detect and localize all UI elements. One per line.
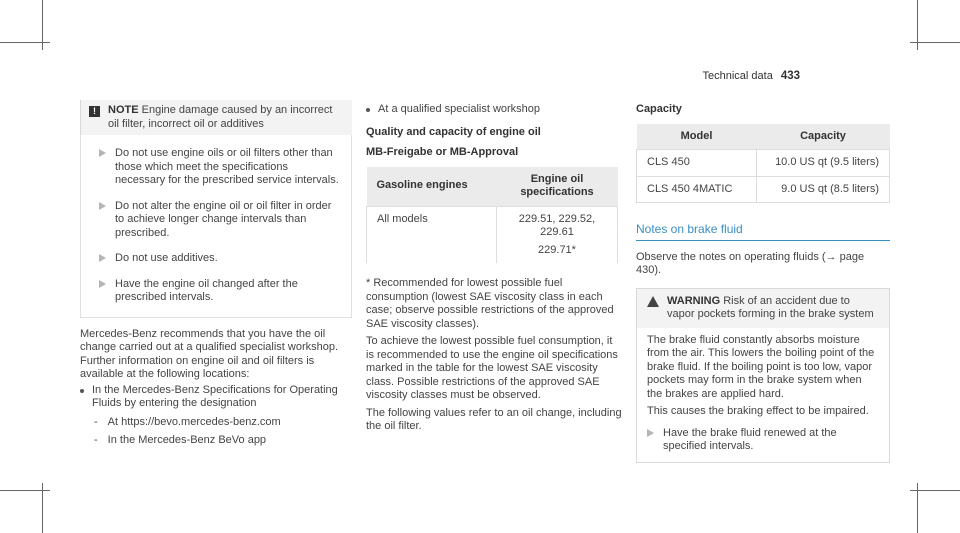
exclamation-icon: ! bbox=[89, 106, 100, 117]
footnote: * Recommended for lowest possible fuel consumption (lowest SAE viscosity class in each case; observe possible restrictions of the approved SAE viscosity classes). bbox=[366, 277, 614, 330]
table-header: Gasoline engines bbox=[367, 167, 497, 207]
table-cell: CLS 450 4MATIC bbox=[637, 176, 757, 203]
table-row bbox=[637, 176, 890, 203]
arrow-right-icon bbox=[99, 202, 106, 210]
list-item: Do not use engine oils or oil filters other than those which meet the specifications necessary for the prescribed service intervals. bbox=[99, 141, 351, 194]
table-cell: CLS 450 bbox=[637, 150, 757, 177]
list-item: Have the engine oil changed after the prescribed intervals. bbox=[99, 272, 351, 311]
arrow-right-icon bbox=[99, 149, 106, 157]
paragraph: Mercedes-Benz recommends that you have the oil change carried out at a qualified specialist workshop. bbox=[80, 327, 339, 353]
arrow-right-icon bbox=[99, 280, 106, 288]
warning-box bbox=[636, 288, 890, 463]
note-text: Engine damage caused by an incorrect oil filter, incorrect oil or additives bbox=[108, 104, 333, 130]
table-cell: All models bbox=[367, 206, 497, 263]
note-list bbox=[80, 135, 352, 318]
warning-body: The brake fluid constantly absorbs moisture from the air. This lowers the boiling point of the brake fluid. If the boiling point is too low, vapor pockets may form in the brake system when the brakes are applied hard. This causes the braking effect to be impaired. Have the brake fluid renewed at the specified intervals. bbox=[637, 328, 889, 462]
left-column bbox=[80, 100, 352, 448]
table-header: Model bbox=[637, 124, 757, 150]
bullet-icon bbox=[80, 389, 84, 393]
dash-icon: - bbox=[94, 415, 98, 428]
warning-header bbox=[637, 289, 889, 328]
warning-heading: WARNING Risk of an accident due to vapor pockets forming in the brake system bbox=[667, 294, 874, 320]
page-number: 433 bbox=[780, 70, 800, 82]
paragraph: The following values refer to an oil change, including the oil filter. bbox=[366, 406, 622, 432]
capacity-table bbox=[636, 124, 890, 204]
list-item: In the Mercedes-Benz Specifications for Operating Fluids by entering the designation bbox=[80, 384, 352, 411]
paragraph: To achieve the lowest possible fuel consumption, it is recommended to use the engine oil specifications marked in the table for the lowest SAE viscosity class. Possible restrictions of the approved SAE viscosity classes must be observed. bbox=[366, 335, 618, 401]
heading: Quality and capacity of engine oil bbox=[366, 125, 541, 138]
paragraph: Further information on engine oil and oil filters is available at the following locations: bbox=[80, 354, 315, 380]
bullet-icon bbox=[366, 108, 370, 112]
table-row bbox=[367, 206, 618, 263]
list-item: At a qualified specialist workshop bbox=[366, 103, 622, 117]
warning-icon bbox=[647, 296, 659, 307]
dash-icon: - bbox=[94, 434, 98, 446]
page-header bbox=[702, 70, 800, 82]
table-header: Capacity bbox=[757, 124, 890, 150]
list-item: - In the Mercedes-Benz BeVo app bbox=[94, 434, 267, 446]
list-item: Do not alter the engine oil or oil filter in order to achieve longer change intervals than prescribed. bbox=[99, 194, 351, 247]
note-heading: NOTE Engine damage caused by an incorrect oil filter, incorrect oil or additives bbox=[108, 104, 333, 130]
list-item: - At https://bevo.mercedes-benz.com bbox=[94, 415, 281, 428]
note-header bbox=[81, 100, 352, 135]
paragraph: Observe the notes on operating fluids (→ page 430). bbox=[636, 250, 865, 276]
arrow-right-icon bbox=[99, 254, 106, 262]
table-row bbox=[637, 150, 890, 177]
table-header: Engine oil specifications bbox=[497, 167, 618, 207]
list-item: Do not use additives. bbox=[99, 246, 351, 272]
list-item: Have the brake fluid renewed at the specified intervals. bbox=[647, 421, 879, 456]
section-heading: Notes on brake fluid bbox=[636, 223, 890, 241]
section-title: Technical data bbox=[702, 70, 773, 82]
arrow-right-icon bbox=[647, 429, 654, 437]
table-cell: 229.51, 229.52, 229.61 229.71* bbox=[497, 206, 618, 263]
table-cell: 9.0 US qt (8.5 liters) bbox=[757, 176, 890, 203]
subheading: MB-Freigabe or MB-Approval bbox=[366, 146, 519, 158]
heading: Capacity bbox=[636, 103, 682, 115]
table-cell: 10.0 US qt (9.5 liters) bbox=[757, 150, 890, 177]
oil-spec-table bbox=[366, 167, 618, 264]
right-column bbox=[636, 103, 890, 463]
note-box bbox=[80, 100, 352, 135]
middle-column bbox=[366, 103, 622, 434]
